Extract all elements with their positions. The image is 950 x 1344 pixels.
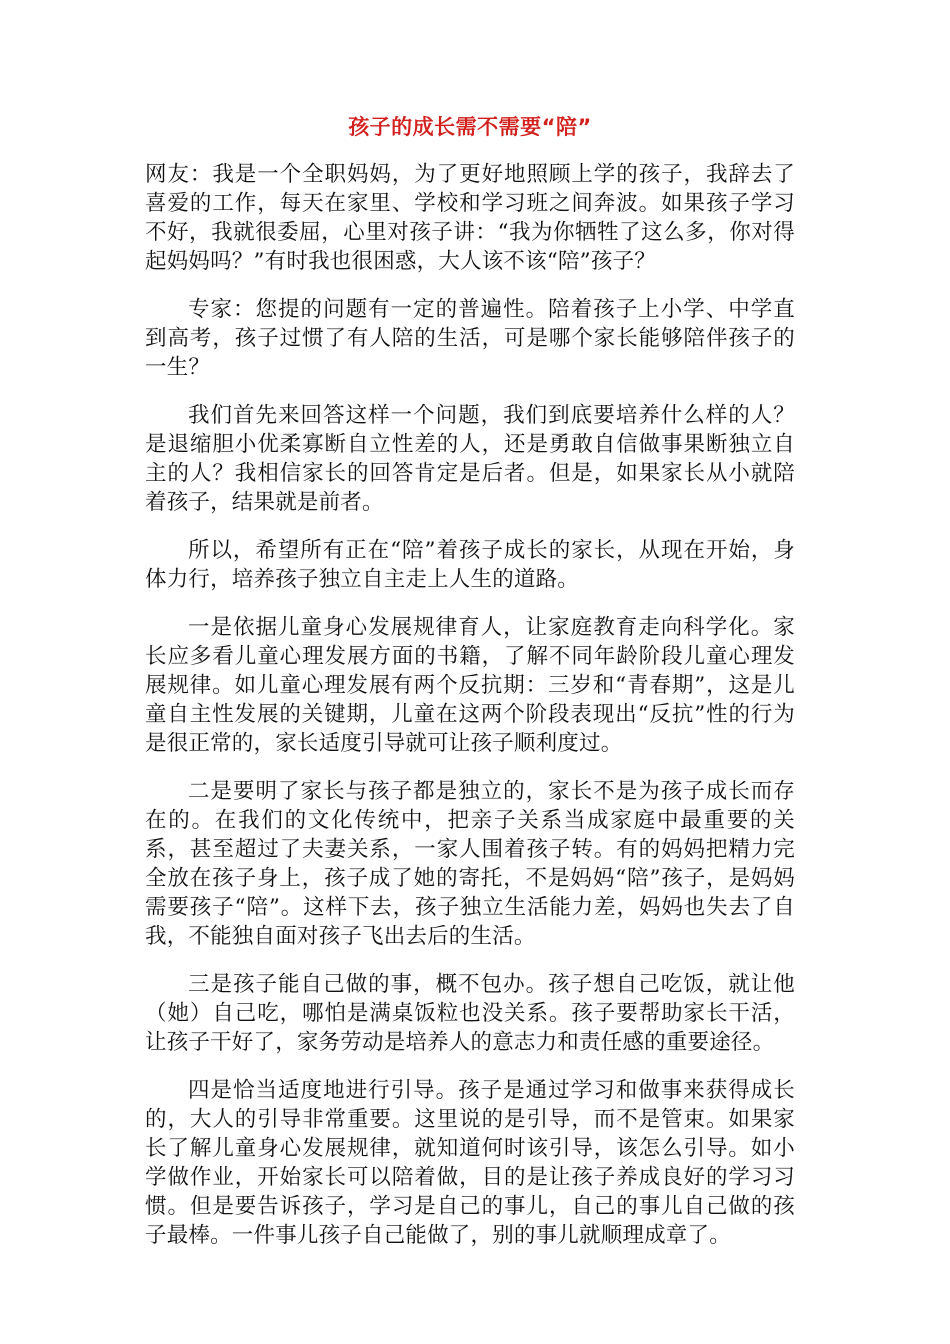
paragraph-point-two: 二是要明了家长与孩子都是独立的，家长不是为孩子成长而存在的。在我们的文化传统中，把亲子关系当成家庭中最重要的关系，甚至超过了夫妻关系，一家人围着孩子转。有的妈妈把精力完全放在孩子身上，孩子成了她的寄托，不是妈妈“陪”孩子，是妈妈需要孩子“陪”。这样下去，孩子独立生活能力差，妈妈也失去了自我，不能独自面对孩子飞出去后的生活。	[145, 779, 795, 949]
paragraph-point-one: 一是依据儿童身心发展规律育人，让家庭教育走向科学化。家长应多看儿童心理发展方面的书籍，了解不同年龄阶段儿童心理发展规律。如儿童心理发展有两个反抗期：三岁和“青春期”，这是儿童自主性发展的关键期，儿童在这两个阶段表现出“反抗”性的行为是很正常的，家长适度引导就可让孩子顺利度过。	[145, 615, 795, 756]
document-page	[145, 112, 795, 1269]
paragraph-point-four: 四是恰当适度地进行引导。孩子是通过学习和做事来获得成长的，大人的引导非常重要。这里说的是引导，而不是管束。如果家长了解儿童身心发展规律，就知道何时该引导，该怎么引导。如小学做作业，开始家长可以陪着做，目的是让孩子养成良好的学习习惯。但是要告诉孩子，学习是自己的事儿，自己的事儿自己做的孩子最棒。一件事儿孩子自己能做了，别的事儿就顺理成章了。	[145, 1078, 795, 1248]
paragraph-what-kind-of-person: 我们首先来回答这样一个问题，我们到底要培养什么样的人？是退缩胆小优柔寡断自立性差的人，还是勇敢自信做事果断独立自主的人？我相信家长的回答肯定是后者。但是，如果家长从小就陪着孩子，结果就是前者。	[145, 403, 795, 515]
document-title: 孩子的成长需不需要“陪”	[348, 115, 592, 139]
paragraph-netizen-question: 网友：我是一个全职妈妈，为了更好地照顾上学的孩子，我辞去了喜爱的工作，每天在家里、学校和学习班之间奔波。如果孩子学习不好，我就很委屈，心里对孩子讲：“我为你牺牲了这么多，你对得起妈妈吗？”有时我也很困惑，大人该不该“陪”孩子？	[145, 162, 795, 274]
paragraph-point-three: 三是孩子能自己做的事，概不包办。孩子想自己吃饭，就让他（她）自己吃，哪怕是满桌饭粒也没关系。孩子要帮助家长干活，让孩子干好了，家务劳动是培养人的意志力和责任感的重要途径。	[145, 972, 795, 1055]
paragraph-so-hope: 所以，希望所有正在“陪”着孩子成长的家长，从现在开始，身体力行，培养孩子独立自主走上人生的道路。	[145, 538, 795, 592]
paragraph-expert-answer: 专家：您提的问题有一定的普遍性。陪着孩子上小学、中学直到高考，孩子过惯了有人陪的生活，可是哪个家长能够陪伴孩子的一生？	[145, 297, 795, 380]
